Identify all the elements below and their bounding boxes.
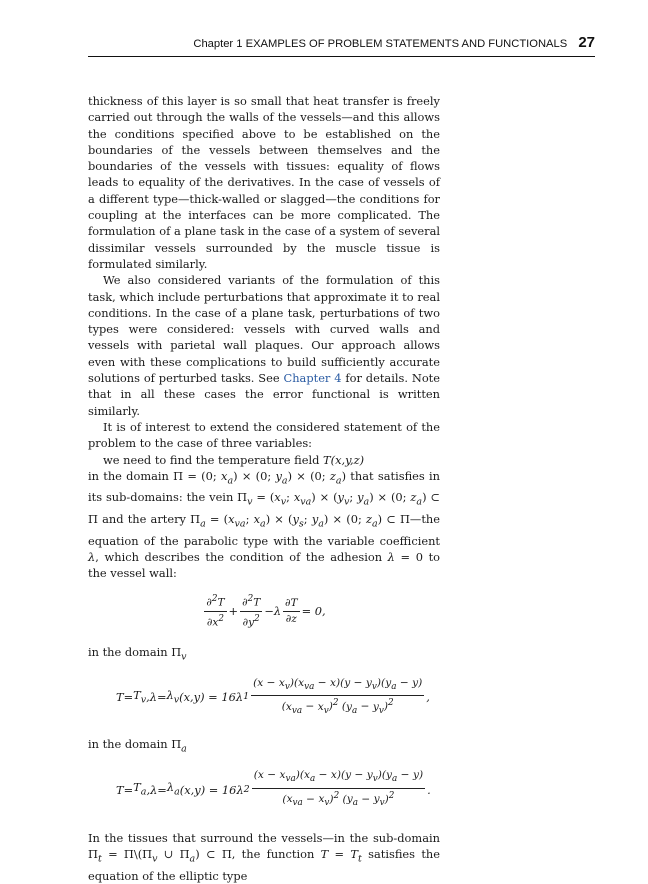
equation-artery: T = $T_a$ , λ = $\lambda_a$ ( x , y ) = 16 λ 2 $\frac{(x - x_{va})(x_a - x)(y - y_v)(y_a - y)}{(x_{va} - x_v)^2 (y_a - y_v)^2}$ . (116, 769, 431, 809)
page-number: 27 (578, 34, 595, 51)
header-rule (88, 56, 595, 57)
chapter-title: EXAMPLES OF PROBLEM STATEMENTS AND FUNCTIONALS (245, 38, 568, 50)
equation-vein: T = $T_v$ , λ = $\lambda_v$ ( x , y ) = 16 λ 1 $\frac{(x - x_v)(x_{va} - x)(y - y_v)(y_a - y)}{(x_{va} - x_v)^2 (y_a - y_v)^2}$ , (116, 677, 430, 716)
paragraph: In the tissues that surround the vessels—in the sub-domain $\Pi_t$ = $\Pi\backslash(\Pi_v$ ∪ $\Pi_a$) ⊂ Π, the function $T = T_t$ satisfies the equation of the elliptic type (88, 831, 440, 884)
domain-label-v: in the domain $\Pi_v$ (88, 644, 187, 662)
paragraph: It is of interest to extend the considered statement of the problem to the case of three variables: (88, 419, 440, 451)
domain-label-a: in the domain $\Pi_a$ (88, 736, 187, 755)
paragraph: we need to find the temperature field T(x,y,z) (103, 452, 365, 467)
paragraph: We also considered variants of the formulation of this task, which include perturbations that approximate it to real conditions. In the case of a plane task, perturbations of two types were considered: vessels with curved walls and vessels with parietal wall plaques. Our approach allows even with these complications to build sufficiently accurate solutions of perturbed tasks. See Chapter 4 for details. Note that in all these cases the error functional is written similarly. (88, 273, 440, 418)
page-body (88, 93, 440, 884)
paragraph: in the domain Π = (0; $x_a) \times (0$; $y_a) \times (0$; $z_a$) that satisfies in its sub-domains: the vein $\Pi_v = (x_v$; $x_{va}) \times (y_v$; $y_a) \times (0$; $z_a$) ⊂ Π and the artery $\Pi_a = (x_{va}$; $x_a) \times (y_s$; $y_a) \times (0$; $z_a$) ⊂ Π—the equation of the parabolic type with the variable coefficient λ, which describes the condition of the adhesion λ = 0 to the vessel wall: (88, 468, 441, 581)
paragraph: thickness of this layer is so small that heat transfer is freely carried out through the walls of the vessels—and this allows the conditions specified above to be established on the boundaries of the vessels between themselves and the boundaries of the vessels with tissues: equality of flows leads to equality of the derivatives. In the case of vessels of a different type—thick-walled or slagged—the conditions for coupling at the interfaces can be more complicated. The formulation of a plane task in the case of a system of several dissimilar vessels surrounded by the muscle tissue is formulated similarly. (88, 94, 440, 271)
chapter-label: Chapter 1 (193, 38, 243, 50)
chapter-4-link[interactable]: Chapter 4 (283, 371, 342, 386)
running-head (0, 34, 595, 51)
equation-parabolic: $\frac{\partial^2T}{\partial x^2}$ + $\frac{\partial^2T}{\partial y^2}$ − λ $\frac{\partial T}{\partial z}$ = 0, (206, 594, 326, 629)
